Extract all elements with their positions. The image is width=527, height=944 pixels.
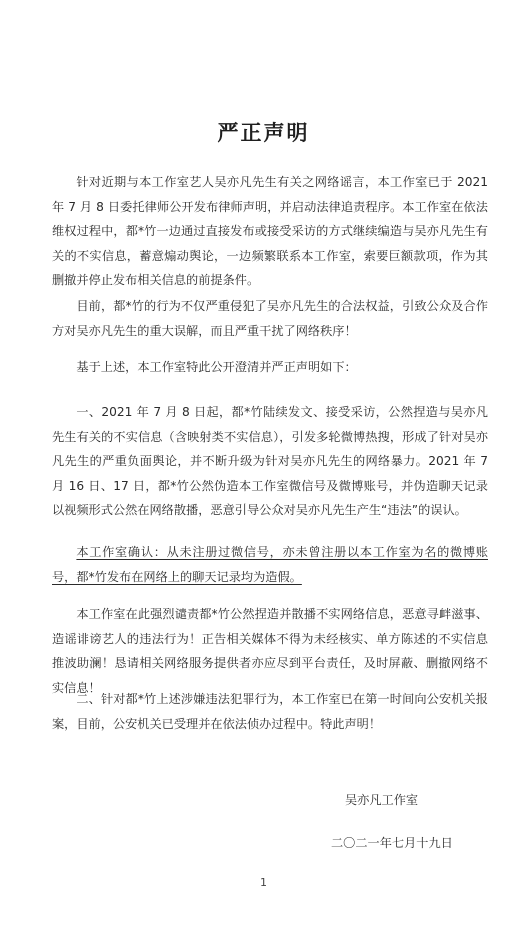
page-number: 1 bbox=[260, 876, 267, 889]
signature-date: 二〇二一年七月十九日 bbox=[331, 836, 453, 850]
paragraph-point-one: 一、2021 年 7 月 8 日起，都*竹陆续发文、接受采访，公然捏造与吴亦凡先生有关的不实信息（含映射类不实信息），引发多轮微博热搜，形成了针对吴亦凡先生的严重负面舆论，并不断升级为针对吴亦凡先生的网络暴力。2021 年 7 月 16 日、17 日，都*竹公然伪造本工作室微信号及微博账号，并伪造聊天记录以视频形式公然在网络散播，恶意引导公众对吴亦凡先生产生“违法”的误认。 bbox=[52, 405, 488, 517]
statement-title: 严正声明 bbox=[217, 121, 310, 145]
paragraph-background: 针对近期与本工作室艺人吴亦凡先生有关之网络谣言，本工作室已于 2021 年 7 月 8 日委托律师公开发布律师声明，并启动法律追责程序。本工作室在依法维权过程中，都*竹一边通过直接发布或接受采访的方式继续编造与吴亦凡先生有关的不实信息，蓄意煽动舆论，一边频繁联系本工作室，索要巨额款项，作为其删撤并停止发布相关信息的前提条件。 bbox=[52, 175, 488, 287]
paragraph-declaration-intro: 基于上述，本工作室特此公开澄清并严正声明如下： bbox=[76, 360, 357, 374]
paragraph-point-two: 二、针对都*竹上述涉嫌违法犯罪行为，本工作室已在第一时间向公安机关报案，目前，公安机关已受理并在依法侦办过程中。特此声明！ bbox=[52, 692, 488, 731]
paragraph-confirmation: 本工作室确认：从未注册过微信号，亦未曾注册以本工作室为名的微博账号，都*竹发布在网络上的聊天记录均为造假。 bbox=[52, 545, 488, 584]
paragraph-condemnation: 本工作室在此强烈谴责都*竹公然捏造并散播不实网络信息，恶意寻衅滋事、造谣诽谤艺人的违法行为！正告相关媒体不得为未经核实、单方陈述的不实信息推波助澜！恳请相关网络服务提供者亦应尽到平台责任，及时屏蔽、删撤网络不实信息！ bbox=[52, 607, 488, 695]
signature-organization: 吴亦凡工作室 bbox=[345, 793, 419, 807]
paragraph-current-impact: 目前，都*竹的行为不仅严重侵犯了吴亦凡先生的合法权益，引致公众及合作方对吴亦凡先生的重大误解，而且严重干扰了网络秩序！ bbox=[52, 299, 488, 338]
